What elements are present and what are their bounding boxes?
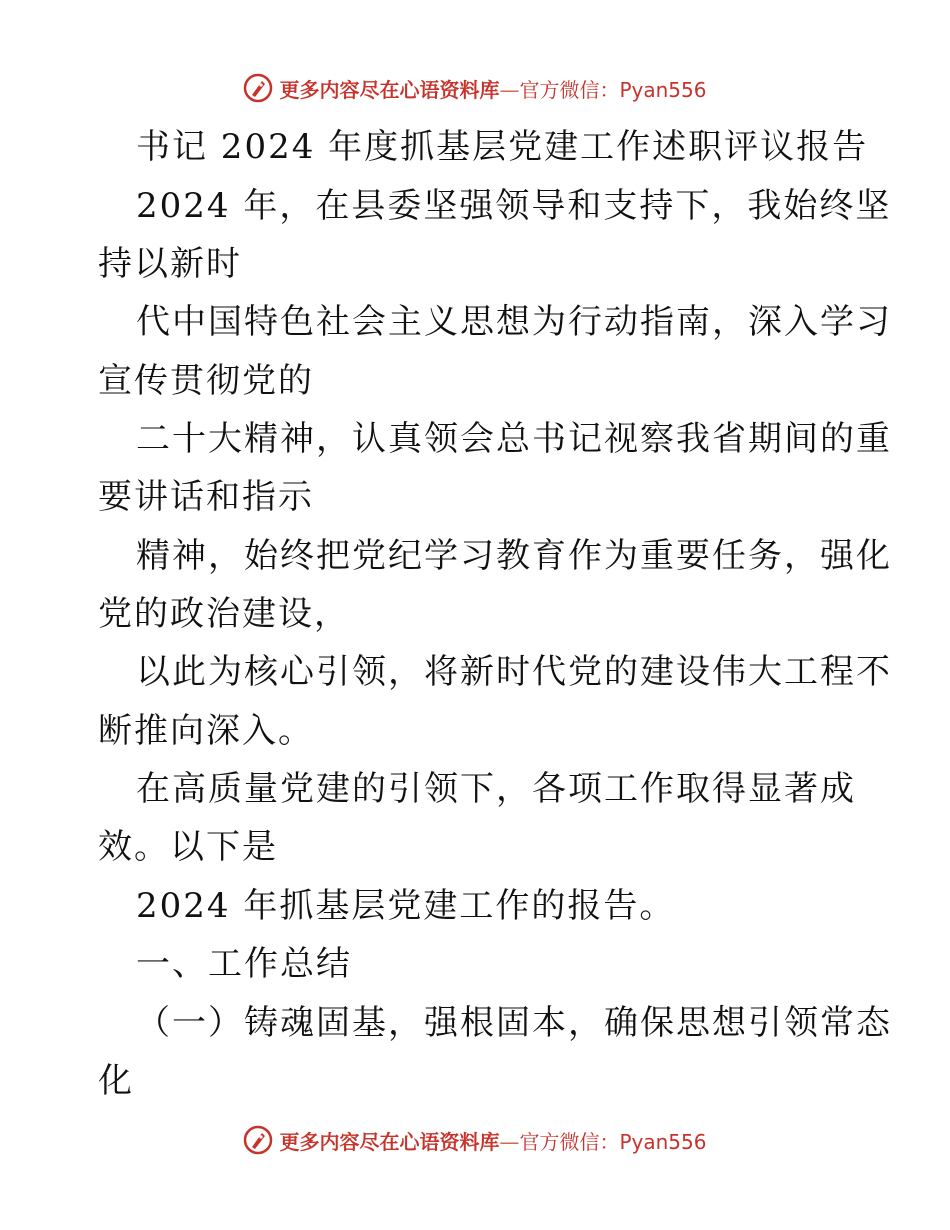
banner-separator: — (499, 77, 520, 102)
banner-wechat: 官方微信：Pyan556 (519, 1129, 707, 1154)
paragraph-line: 党的政治建设， (98, 594, 350, 634)
section-heading: 一、工作总结 (136, 944, 352, 984)
paragraph-line: 宣传贯彻党的 (98, 361, 314, 401)
paragraph-line: 效。以下是 (98, 827, 278, 867)
paragraph-line: 代中国特色社会主义思想为行动指南，深入学习 (136, 302, 892, 342)
subsection-heading: （一）铸魂固基，强根固本，确保思想引领常态 (136, 1003, 892, 1043)
subsection-heading-continuation: 化 (98, 1061, 134, 1101)
banner-wechat: 官方微信：Pyan556 (519, 77, 707, 102)
paragraph-line: 持以新时 (98, 244, 242, 284)
pen-nib-logo-icon (243, 1125, 273, 1155)
banner-separator: — (499, 1129, 520, 1154)
paragraph-line: 二十大精神，认真领会总书记视察我省期间的重 (136, 419, 892, 459)
paragraph-line: 断推向深入。 (98, 711, 314, 751)
paragraph-line: 在高质量党建的引领下，各项工作取得显著成 (136, 769, 856, 809)
banner-text (279, 74, 706, 103)
footer-watermark-banner (0, 1120, 950, 1160)
paragraph-line: 2024 年，在县委坚强领导和支持下，我始终坚 (136, 186, 892, 226)
banner-text (279, 1126, 706, 1155)
paragraph-line: 2024 年抓基层党建工作的报告。 (136, 886, 676, 926)
document-title: 书记 2024 年度抓基层党建工作述职评议报告 (136, 127, 869, 167)
pen-nib-logo-icon (243, 73, 273, 103)
paragraph-line: 要讲话和指示 (98, 477, 314, 517)
banner-site-name: 更多内容尽在心语资料库 (279, 77, 500, 102)
paragraph-line: 以此为核心引领，将新时代党的建设伟大工程不 (136, 652, 892, 692)
header-watermark-banner (0, 68, 950, 108)
paragraph-line: 精神，始终把党纪学习教育作为重要任务，强化 (136, 536, 892, 576)
banner-site-name: 更多内容尽在心语资料库 (279, 1129, 500, 1154)
